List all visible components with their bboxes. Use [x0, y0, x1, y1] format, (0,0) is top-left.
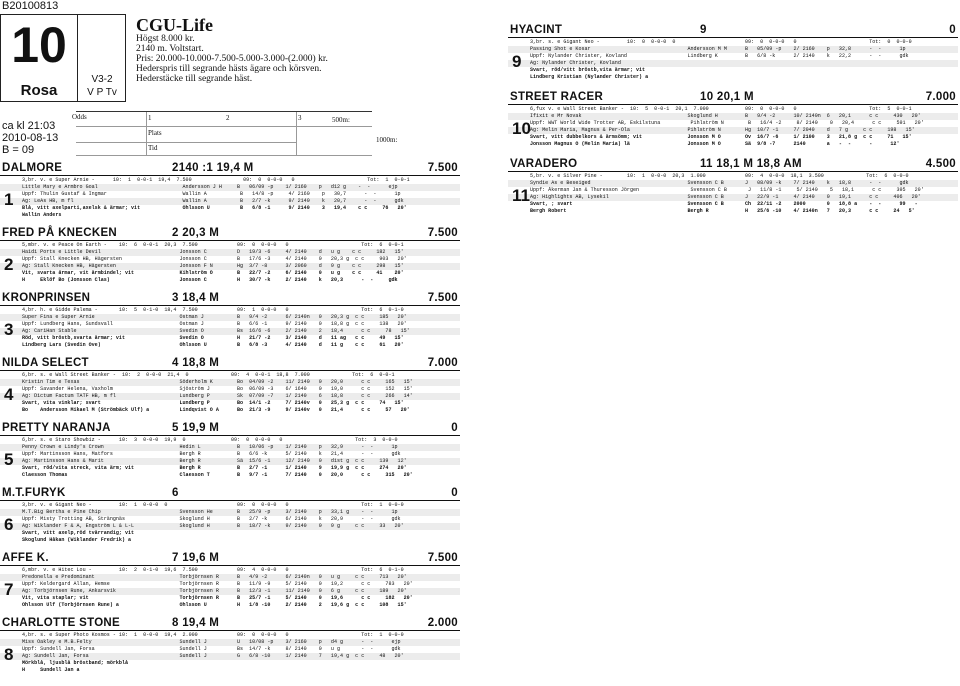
- horse-info-line: Äg: Torbjörnsen Rune, Ankarsvik Torbjörnsen R B 12/3 -1 11/ 2140 0 6 g c c 189 20': [22, 588, 407, 594]
- horse-info-line: Syndie Äs e Beseiged Svensson C B J 08/09 -k 7/ 2140 k 18,8 - - gdk: [530, 180, 909, 186]
- horse-info-line: Uppf: Martinsson Hans, Matfors Bergh R B 6/6 -k 5/ 2140 k 21,4 - - gdk: [22, 451, 401, 457]
- horse-earnings: 0: [451, 422, 458, 434]
- horse-info-line: Svart, ; svart Svensson C B Ch 22/11 -2 2000 0 18,8 a - - 99 -: [530, 201, 918, 207]
- horse-header: [2, 552, 458, 565]
- horse-info-line: Äg: Highlights AB, Lysekil Svensson C B J 22/9 -1 4/ 2140 0 19,1 c c 406 20': [530, 194, 921, 200]
- v3-label: V3-2: [91, 74, 113, 85]
- horse-number-record: 3 18,4 M: [172, 292, 220, 304]
- document-id: B20100813: [2, 0, 59, 12]
- horse-info-line: Äg: LeÄs HB, m fl Wallin A B 2/7 -k 9/ 2140 k 20,7 - - gdk: [22, 198, 404, 204]
- horse-info-line: 5,mbr. v. e Peace On Earth - 10: 6 0-0-1 20,3 7.500 09: 0 0-0-0 0 Tot: 6 0-0-1: [22, 242, 404, 248]
- horse-earnings: 2.000: [427, 617, 458, 629]
- horse-header: [2, 487, 458, 500]
- horse-number-record: 6: [172, 487, 179, 499]
- header-rule: [508, 171, 958, 172]
- header-rule: [0, 370, 460, 371]
- horse-earnings: 7.500: [427, 162, 458, 174]
- race-prizes: Pris: 20.000-10.000-7.500-5.000-3.000-(2.000) kr.: [136, 54, 328, 64]
- horse-info-line: M.T.Big Bertha e Pine Chip Svensson He B 25/9 -p 3/ 2140 p 33,1 g - - 1p: [22, 509, 398, 515]
- horse-header: [2, 357, 458, 370]
- horse-info-line: 6,mbr. v. e Hitec Lou - 10: 2 0-1-0 19,6 7.500 09: 4 0-0-0 0 Tot: 6 0-1-0: [22, 567, 404, 573]
- horse-info-line: 6,fux v. e Wall Street Banker - 10: 5 0-0-1 20,1 7.000 09: 0 0-0-0 0 Tot: 5 0-0-1: [530, 106, 912, 112]
- header-rule: [508, 37, 958, 38]
- horse-info-line: H Sundell Jan a: [22, 667, 80, 673]
- odds-label: Odds: [72, 113, 87, 121]
- horse-earnings: 7.000: [427, 357, 458, 369]
- horse-info-line: Ifixit e Mr Novak Skoglund H B 9/4 -2 10/ 2140n 6 20,1 c c 430 20': [530, 113, 921, 119]
- horse-block: [0, 552, 460, 617]
- race-distance: 2140 m. Voltstart.: [136, 44, 204, 54]
- horse-info-line: Lindberg Lars (Svedin Ove) Ohlsson U B 6/8 -3 4/ 2140 d 11 g c c 61 20': [22, 342, 404, 348]
- horse-info-line: Röd, vitt bröstb,svarta ärmar; vit Svedin O H 21/7 -2 3/ 2140 d 11 ag c c 49 15': [22, 335, 404, 341]
- horse-info-line: 5,br. v. e Silver Pine - 10: 1 0-0-0 20,3 1.000 09: 4 0-0-0 18,1 3.500 Tot: 6 0-0-0: [530, 173, 909, 179]
- horse-info-line: Äg: Melin Maria, Magnus & Per-Ola Pihlström N Hg 10/7 -1 7/ 2040 d 7 g c c 198 15': [530, 127, 915, 133]
- horse-info-line: Äg: Sundell Jan, Forsa Sundell J G 6/8 -10 1/ 2140 7 19,4 g c c 48 20': [22, 653, 404, 659]
- start-number: 2: [4, 255, 14, 274]
- horse-info-line: Äg: Martinsson Hans & Marit Bergh R Sä 15/6 -1 12/ 2140 0 dist g c c 139 12': [22, 458, 407, 464]
- start-number: 5: [4, 450, 14, 469]
- horse-number-record: 8 19,4 M: [172, 617, 220, 629]
- race-honor-blanket: Hederstäcke till segrande häst.: [136, 74, 253, 84]
- horse-block: [0, 487, 460, 552]
- horse-info-line: Skoglund Håkan (Wiklander Fredrik) a: [22, 537, 132, 543]
- horse-name: CHARLOTTE STONE: [2, 617, 121, 629]
- horse-number-record: 7 19,6 M: [172, 552, 220, 564]
- header-rule: [0, 305, 460, 306]
- horse-info-line: Predonella e Predominant Torbjörnsen R B 4/9 -2 6/ 2140n 0 u g c c 713 20': [22, 574, 407, 580]
- start-number: 10: [512, 119, 531, 138]
- horse-name: NILDA SELECT: [2, 357, 89, 369]
- horse-header: [510, 24, 956, 37]
- race-date: 2010-08-13: [2, 132, 59, 144]
- header-rule: [508, 104, 958, 105]
- horse-earnings: 0: [451, 487, 458, 499]
- horse-info-line: H Eklöf Bo (Jonsson Clas) Jonsson C H 30/7 -k 2/ 2140 k 20,3 - - gdk: [22, 277, 398, 283]
- header-rule: [0, 175, 460, 176]
- track-color: Rosa: [20, 82, 58, 99]
- race-number: 10: [11, 17, 67, 73]
- horse-header: [2, 617, 458, 630]
- horse-info-line: Äg: Wiklander F & A, Engström L & L-L Skoglund H B 18/7 -k 9/ 2140 0 9 g c c 33 20': [22, 523, 404, 529]
- horse-earnings: 7.500: [427, 292, 458, 304]
- horse-info-line: 3,br. v. e Gigant Neo - 10: 1 0-0-0 0 09: 0 0-0-0 0 Tot: 1 0-0-0: [22, 502, 404, 508]
- post-time: ca kl 21:03: [2, 120, 56, 132]
- start-number: 9: [512, 52, 522, 71]
- horse-info-line: Blå, vitt axelparti,axelsk & ärmar; vit Ohlsson U B 6/8 -1 9/ 2140 3 19,4 c c 76 20': [22, 205, 407, 211]
- horse-info-line: Lindberg Kristian (Nylander Christer) a: [530, 74, 649, 80]
- race-condition: Högst 8.000 kr.: [136, 34, 195, 44]
- horse-info-line: Claesson Thomas Claesson T B 9/7 -1 7/ 2140 0 20,0 c c 315 20': [22, 472, 413, 478]
- horse-info-line: Jonsson Magnus O (Melin Maria) lä Jonsson M O Sä 9/8 -7 2140 a - - - 12': [530, 141, 900, 147]
- horse-name: VARADERO: [510, 158, 578, 170]
- horse-number-record: 11 18,1 M 18,8 AM: [700, 158, 802, 170]
- horse-info-line: 4,br. s. e Super Photo Kosmos - 10: 1 0-0-0 19,4 2.000 09: 0 0-0-0 0 Tot: 1 0-0-0: [22, 632, 404, 638]
- horse-info-line: Uppf: Lundberg Hans, Sundsvall Östman J B 6/6 -1 9/ 2140 0 18,8 g c c 138 20': [22, 321, 407, 327]
- start-number: 3: [4, 320, 14, 339]
- horse-block: [508, 24, 958, 91]
- horse-info-line: Svart, vita vinklar; svart Lundberg P Bo 14/1 -2 7/ 2140v 0 25,3 g c c 74 15': [22, 400, 404, 406]
- horse-info-line: Uppf: Nylander Christer, Kovland Lindberg K B 6/8 -k 2/ 2140 k 22,2 - - gdk: [530, 53, 909, 59]
- header-rule: [0, 240, 460, 241]
- horse-info-line: Äg: Nylander Christer, Kovland: [530, 60, 621, 66]
- horse-earnings: 7.000: [925, 91, 956, 103]
- horse-name: HYACINT: [510, 24, 563, 36]
- horse-info-line: Svart, vitt dubbelkors & ärmsömm; vit Jonsson M O Ov 16/7 -6 1/ 2100 3 21,8 g c c 71 15': [530, 134, 912, 140]
- horse-info-line: Vit, svarta ärmar, vit ärmbindel; vit Kihlström Ö B 22/7 -2 6/ 2140 0 u g c c 41 20': [22, 270, 404, 276]
- horse-name: KRONPRINSEN: [2, 292, 91, 304]
- start-number: 4: [4, 385, 14, 404]
- horse-info-line: Uppf: Thulin Gustaf & Ingmar Wallin A B 14/8 -p 4/ 2160 p 30,7 - - 1p: [22, 191, 401, 197]
- horse-info-line: Penny Crown e Lindy's Crown Hedin L B 10/06 -p 1/ 2140 p 32,9 - - 1p: [22, 444, 398, 450]
- horse-name: AFFE K.: [2, 552, 49, 564]
- horse-info-line: Uppf: Sundell Jan, Forsa Sundell J Bs 14/7 -k 8/ 2140 0 u g - - gdk: [22, 646, 401, 652]
- horse-block: [508, 91, 958, 158]
- start-number: 7: [4, 580, 14, 599]
- horse-block: [0, 617, 460, 682]
- horse-number-record: 10 20,1 M: [700, 91, 754, 103]
- horse-info-line: Uppf: Keldergard Allan, Hemse Torbjörnsen R B 11/9 -9 5/ 2140 0 19,2 c c 783 20': [22, 581, 413, 587]
- horse-info-line: Miss Oakley e M.B.Felty Sundell J U 10/08 -p 3/ 2160 p d4 g - - ejp: [22, 639, 401, 645]
- horse-info-line: Äg: CariHan Stable Svedin O Bs 16/6 -6 2/ 2140 2 18,4 c c 78 15': [22, 328, 410, 334]
- plats-label: Plats: [148, 129, 162, 137]
- horse-name: M.T.FURYK: [2, 487, 66, 499]
- horse-info-line: Bergh Robert Bergh R H 25/6 -10 4/ 2140n 7 20,3 c c 24 5': [530, 208, 915, 214]
- horse-info-line: Vit, vita staplar; vit Torbjörnsen R B 25/7 -1 5/ 2140 0 19,6 c c 182 20': [22, 595, 413, 601]
- split-1000m: 1000m:: [376, 136, 398, 144]
- horse-info-line: Kristin Tim e Texas Söderholm K Bo 04/09 -2 11/ 2140 0 20,0 c c 165 15': [22, 379, 413, 385]
- horse-info-line: Super Fina e Super Arnie Östman J B 9/4 -2 6/ 2140n 0 20,3 g c c 185 20': [22, 314, 407, 320]
- game-types: V P Tv: [87, 87, 117, 98]
- horse-header: [2, 422, 458, 435]
- horse-header: [2, 162, 458, 175]
- horse-info-line: Äg: Stall Knecken HB, Hägersten Jonsson F N Hg 3/7 -8 3/ 2060 d 9 g c c 298 15': [22, 263, 404, 269]
- horse-info-line: Äg: Dictum Factum TATF HB, m fl Lundberg P Sk 07/09 -7 1/ 2140 6 18,8 c c 266 14': [22, 393, 413, 399]
- header-rule: [0, 565, 460, 566]
- horse-number-record: 2140 :1 19,4 M: [172, 162, 254, 174]
- track-b: B = 09: [2, 144, 35, 156]
- horse-name: FRED PÅ KNECKEN: [2, 227, 118, 239]
- horse-earnings: 0: [949, 24, 956, 36]
- horse-info-line: Mörkblå, ljusblå bröstband; mörkblå: [22, 660, 129, 666]
- race-honor-prize: Hederspris till segrande hästs ägare och körsven.: [136, 64, 322, 74]
- horse-header: [510, 91, 956, 104]
- horse-info-line: 3,br. s. e Gigant Neo - 10: 0 0-0-0 0 09: 0 0-0-0 0 Tot: 0 0-0-0: [530, 39, 912, 45]
- start-number: 8: [4, 645, 14, 664]
- horse-name: PRETTY NARANJA: [2, 422, 111, 434]
- horse-info-line: Uppf: Åkerman Jan & Thuresson Jörgen Svensson C B J 11/8 -1 5/ 2140 5 18,1 c c 395 20': [530, 187, 924, 193]
- horse-number-record: 9: [700, 24, 707, 36]
- horse-earnings: 7.500: [427, 552, 458, 564]
- horse-info-line: Ohlsson Ulf (Torbjörnsen Rune) a Ohlsson U H 1/8 -10 2/ 2140 2 19,6 g c c 108 15': [22, 602, 407, 608]
- horse-earnings: 4.500: [925, 158, 956, 170]
- start-number: 1: [4, 190, 14, 209]
- horse-header: [2, 292, 458, 305]
- horse-info-line: Little Mary e Armbro Goal Andersson J H B 06/09 -p 1/ 2160 p d12 g - - ejp: [22, 184, 398, 190]
- start-number: 6: [4, 515, 14, 534]
- horse-number-record: 2 20,3 M: [172, 227, 220, 239]
- right-column: [508, 0, 960, 686]
- horse-info-line: Uppf: Misty Trotting AB, Strängnäs Skoglund H B 2/7 -k 6/ 2140 k 20,9 - - gdk: [22, 516, 401, 522]
- tid-label: Tid: [148, 144, 158, 152]
- horse-block: [0, 162, 460, 227]
- horse-block: [508, 158, 958, 225]
- odds-col-1: 1: [148, 114, 152, 122]
- horse-earnings: 7.500: [427, 227, 458, 239]
- start-number: 11: [512, 186, 530, 205]
- race-title: CGU-Life: [136, 15, 213, 35]
- horse-info-line: 3,br. v. e Super Arnie - 10: 1 0-0-1 19,4 7.500 09: 0 0-0-0 0 Tot: 1 0-0-1: [22, 177, 410, 183]
- horse-info-line: Uppf: Stall Knecken HB, Hägersten Jonsson C B 17/6 -3 4/ 2140 0 20,3 g c c 903 20': [22, 256, 407, 262]
- horse-info-line: Svart, vitt axelp,röd tvärrandig; vit: [22, 530, 135, 536]
- odds-col-3: 3: [298, 114, 302, 122]
- horse-info-line: Uppf: Savander Helena, Vaxholm Sjöström J Bo 06/09 -3 6/ 1640 0 19,0 c c 152 15': [22, 386, 413, 392]
- horse-info-line: 4,br. h. e Gidde Palema - 10: 5 0-1-0 18,4 7.500 09: 1 0-0-0 0 Tot: 6 0-1-0: [22, 307, 404, 313]
- horse-header: [510, 158, 956, 171]
- horse-name: DALMORE: [2, 162, 63, 174]
- horse-info-line: Haidi Ports e Little Devil Jonsson C D 19/3 -6 4/ 2140 d u g c c 182 15': [22, 249, 404, 255]
- horse-name: STREET RACER: [510, 91, 604, 103]
- header-rule: [0, 630, 460, 631]
- horse-block: [0, 357, 460, 422]
- horse-info-line: Bo Andersson Mikael M (Strömbäck Ulf) a Lindqvist O A Bo 21/3 -9 9/ 2140v 0 21,4 c c 57 20': [22, 407, 410, 413]
- horse-number-record: 4 18,8 M: [172, 357, 220, 369]
- horse-block: [0, 292, 460, 357]
- horse-info-line: Svart, röd/vita streck, vita ärm; vit Bergh R B 2/7 -1 1/ 2140 9 19,9 g c c 274 20': [22, 465, 407, 471]
- horse-info-line: Wallin Anders: [22, 212, 62, 218]
- header-rule: [0, 500, 460, 501]
- odds-col-2: 2: [226, 114, 230, 122]
- header-rule: [0, 435, 460, 436]
- horse-info-line: Passing Shot e Kosar Andersson M M B 05/09 -p 2/ 2160 p 32,8 - - 1p: [530, 46, 906, 52]
- horse-block: [0, 422, 460, 487]
- horse-number-record: 5 19,9 M: [172, 422, 220, 434]
- left-column: [0, 0, 470, 686]
- horse-info-line: Svart, röd/vitt bröstb,vita ärmar; vit: [530, 67, 646, 73]
- horse-header: [2, 227, 458, 240]
- horse-block: [0, 227, 460, 292]
- horse-info-line: 6,br. s. e Wall Street Banker - 10: 2 0-0-0 21,4 0 09: 4 0-0-1 18,8 7.000 Tot: 6 0-0-1: [22, 372, 395, 378]
- horse-info-line: Uppf: WWT World Wide Trotter AB, Eskilstuna Pihlström N B 16/4 -2 8/ 2140 0 20,4 c c 591 20': [530, 120, 924, 126]
- horse-info-line: 6,br. s. e Staro Showbiz - 10: 3 0-0-0 19,9 0 09: 0 0-0-0 0 Tot: 3 0-0-0: [22, 437, 398, 443]
- split-500m: 500m:: [332, 116, 350, 124]
